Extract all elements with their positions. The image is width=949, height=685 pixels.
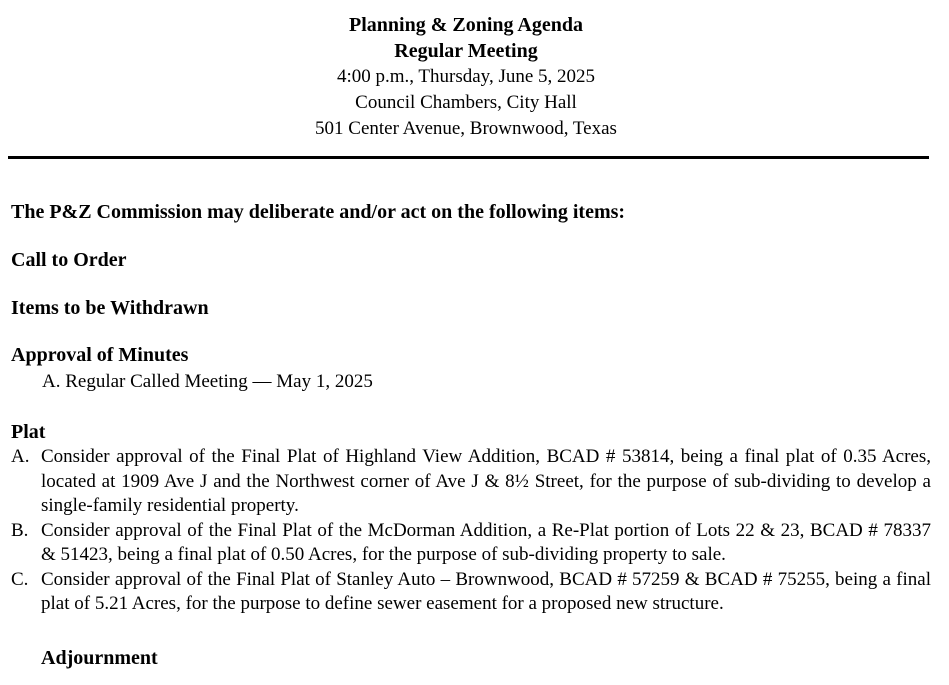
- plat-list: [11, 445, 931, 617]
- plat-item-text: Consider approval of the Final Plat of the McDorman Addition, a Re-Plat portion of Lots 22 & 23, BCAD # 78337 & 51423, being a final plat of 0.50 Acres, for the purpose of sub-dividing property to sale.: [41, 519, 931, 565]
- meeting-location: Council Chambers, City Hall: [355, 92, 577, 113]
- meeting-address: 501 Center Avenue, Brownwood, Texas: [315, 118, 617, 139]
- minutes-item-a: A. Regular Called Meeting — May 1, 2025: [42, 371, 373, 392]
- agenda-header: [0, 12, 932, 142]
- plat-item-text: Consider approval of the Final Plat of Highland View Addition, BCAD # 53814, being a final plat of 0.35 Acres, located at 1909 Ave J and the Northwest corner of Ave J & 8½ Street, for the purpose of sub-dividing to develop a single-family residential property.: [41, 446, 931, 516]
- adjournment-heading: Adjournment: [41, 647, 158, 669]
- intro-statement: The P&Z Commission may deliberate and/or act on the following items:: [11, 201, 626, 223]
- plat-item-letter: B.: [11, 519, 29, 541]
- plat-item-letter: A.: [11, 446, 30, 467]
- plat-item-text: Consider approval of the Final Plat of Stanley Auto – Brownwood, BCAD # 57259 & BCAD # 75255, being a final plat of 5.21 Acres, for the purpose to define sewer easement for a proposed new structure.: [41, 568, 931, 614]
- meeting-datetime: 4:00 p.m., Thursday, June 5, 2025: [336, 66, 596, 87]
- plat-item-c: [11, 568, 931, 617]
- approval-of-minutes-heading: Approval of Minutes: [11, 344, 189, 366]
- agenda-subtitle: Regular Meeting: [394, 40, 538, 62]
- plat-item-letter: C.: [11, 568, 29, 590]
- items-withdrawn-heading: Items to be Withdrawn: [11, 297, 209, 319]
- plat-item-b: [11, 519, 931, 568]
- plat-item-a: [11, 445, 931, 519]
- agenda-title: Planning & Zoning Agenda: [349, 14, 583, 36]
- plat-heading: Plat: [11, 421, 46, 443]
- header-divider: [8, 156, 929, 159]
- call-to-order-heading: Call to Order: [11, 249, 127, 271]
